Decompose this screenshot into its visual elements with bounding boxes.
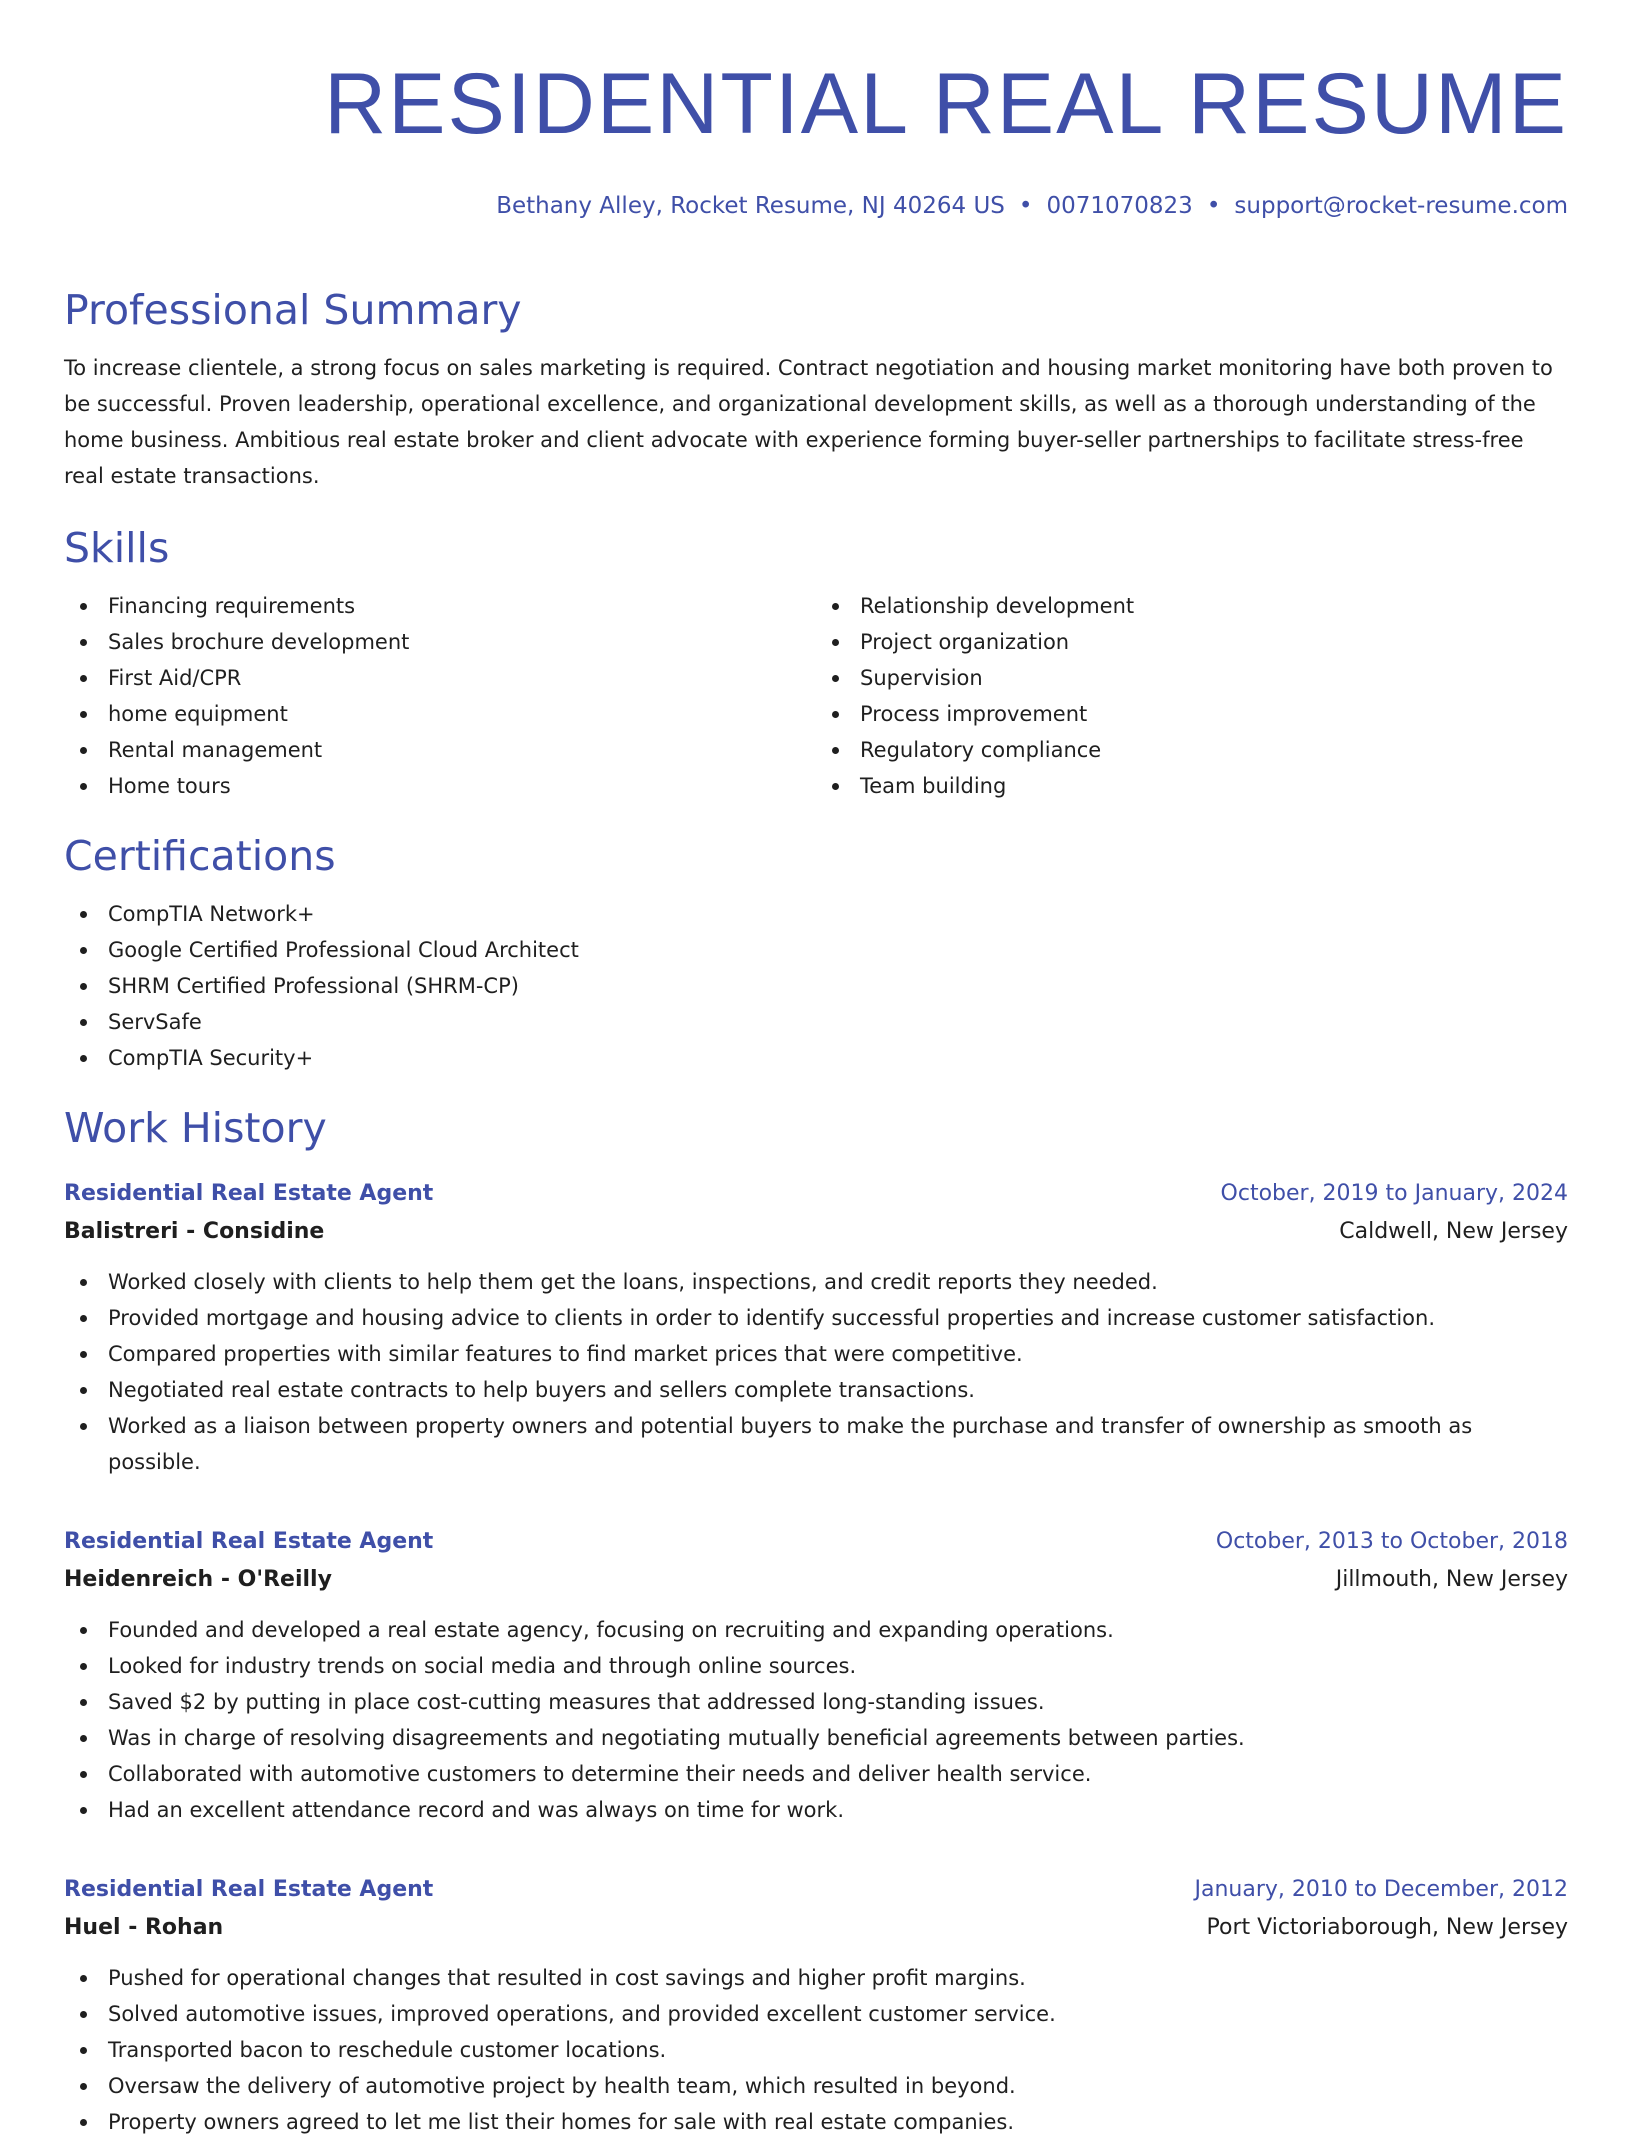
job-bullet: Worked as a liaison between property owners and potential buyers to make the purchase and transfer of ownership as smooth as possible. <box>64 1408 1568 1480</box>
job-bullet: Worked closely with clients to help them get the loans, inspections, and credit reports they needed. <box>64 1264 1568 1300</box>
skills-list-right <box>816 588 1568 804</box>
work-history-section <box>64 1102 1568 2140</box>
skill-item: Project organization <box>816 624 1568 660</box>
job-entry <box>64 1872 1568 2140</box>
job-bullets <box>64 1612 1568 1828</box>
skill-item: Process improvement <box>816 696 1568 732</box>
job-bullet: Founded and developed a real estate agency, focusing on recruiting and expanding operations. <box>64 1612 1568 1648</box>
job-bullet: Had an excellent attendance record and was always on time for work. <box>64 1792 1568 1828</box>
certifications-list <box>64 896 1568 1076</box>
job-bullet: Looked for industry trends on social media and through online sources. <box>64 1648 1568 1684</box>
job-bullet: Collaborated with automotive customers to determine their needs and deliver health service. <box>64 1756 1568 1792</box>
skill-item: home equipment <box>64 696 816 732</box>
skills-heading: Skills <box>64 524 170 572</box>
resume-title: RESIDENTIAL REAL RESUME <box>324 56 1568 152</box>
job-bullet: Transported bacon to reschedule customer locations. <box>64 2032 1568 2068</box>
job-company: Huel - Rohan <box>64 1915 224 1940</box>
skills-list-left <box>64 588 816 804</box>
work-history-heading: Work History <box>64 1104 327 1152</box>
job-header-row <box>64 1176 1568 1212</box>
job-location: Port Victoriaborough, New Jersey <box>1206 1915 1568 1940</box>
contact-phone: 0071070823 <box>1046 193 1193 219</box>
job-bullet: Compared properties with similar features to find market prices that were competitive. <box>64 1336 1568 1372</box>
skills-section <box>64 522 1568 804</box>
job-header-row <box>64 1872 1568 1908</box>
job-entry <box>64 1176 1568 1480</box>
job-bullet: Oversaw the delivery of automotive project by health team, which resulted in beyond. <box>64 2068 1568 2104</box>
job-bullet: Was in charge of resolving disagreements and negotiating mutually beneficial agreements between parties. <box>64 1720 1568 1756</box>
job-location: Caldwell, New Jersey <box>1339 1219 1568 1244</box>
skill-item: Team building <box>816 768 1568 804</box>
certifications-section <box>64 830 1568 1076</box>
job-title: Residential Real Estate Agent <box>64 1529 434 1554</box>
job-company: Heidenreich - O'Reilly <box>64 1567 332 1592</box>
contact-address: Bethany Alley, Rocket Resume, NJ 40264 US <box>496 193 1005 219</box>
job-title: Residential Real Estate Agent <box>64 1877 434 1902</box>
certification-item: Google Certified Professional Cloud Architect <box>64 932 1568 968</box>
job-bullet: Negotiated real estate contracts to help buyers and sellers complete transactions. <box>64 1372 1568 1408</box>
contact-separator: • <box>1018 193 1033 219</box>
summary-heading: Professional Summary <box>64 286 522 334</box>
job-bullets <box>64 1264 1568 1480</box>
job-entry <box>64 1524 1568 1828</box>
contact-separator: • <box>1206 193 1221 219</box>
contact-email[interactable]: support@rocket-resume.com <box>1234 193 1568 219</box>
job-dates: January, 2010 to December, 2012 <box>1194 1877 1568 1902</box>
job-company: Balistreri - Considine <box>64 1219 325 1244</box>
job-location: Jillmouth, New Jersey <box>1335 1567 1568 1592</box>
skill-item: Sales brochure development <box>64 624 816 660</box>
job-dates: October, 2013 to October, 2018 <box>1215 1529 1568 1554</box>
certification-item: CompTIA Security+ <box>64 1040 1568 1076</box>
certification-item: ServSafe <box>64 1004 1568 1040</box>
job-dates: October, 2019 to January, 2024 <box>1220 1181 1568 1206</box>
job-company-row <box>64 1560 1568 1600</box>
skill-item: Rental management <box>64 732 816 768</box>
skill-item: Regulatory compliance <box>816 732 1568 768</box>
job-bullet: Solved automotive issues, improved operations, and provided excellent customer service. <box>64 1996 1568 2032</box>
skills-grid <box>64 588 1568 804</box>
certification-item: SHRM Certified Professional (SHRM-CP) <box>64 968 1568 1004</box>
contact-line <box>64 190 1568 222</box>
skill-item: First Aid/CPR <box>64 660 816 696</box>
job-company-row <box>64 1212 1568 1252</box>
job-bullet: Provided mortgage and housing advice to clients in order to identify successful properties and increase customer satisfaction. <box>64 1300 1568 1336</box>
job-bullet: Property owners agreed to let me list their homes for sale with real estate companies. <box>64 2104 1568 2140</box>
resume-page <box>64 0 1568 2134</box>
job-bullets <box>64 1960 1568 2140</box>
certifications-heading: Certifications <box>64 832 336 880</box>
summary-text: To increase clientele, a strong focus on sales marketing is required. Contract negotiation and housing market monitoring have both proven to be successful. Proven leadership, operational excellence, and organizational development skills, as well as a thorough understanding of the home business. Ambitious real estate broker and client advocate with experience forming buyer-seller partnerships to facilitate stress-free real estate transactions. <box>64 356 1553 488</box>
job-bullet: Saved $2 by putting in place cost-cutting measures that addressed long-standing issues. <box>64 1684 1568 1720</box>
job-company-row <box>64 1908 1568 1948</box>
certification-item: CompTIA Network+ <box>64 896 1568 932</box>
summary-section <box>64 284 1568 494</box>
job-header-row <box>64 1524 1568 1560</box>
skill-item: Home tours <box>64 768 816 804</box>
skill-item: Supervision <box>816 660 1568 696</box>
skill-item: Financing requirements <box>64 588 816 624</box>
job-bullet: Pushed for operational changes that resulted in cost savings and higher profit margins. <box>64 1960 1568 1996</box>
skill-item: Relationship development <box>816 588 1568 624</box>
job-title: Residential Real Estate Agent <box>64 1181 434 1206</box>
